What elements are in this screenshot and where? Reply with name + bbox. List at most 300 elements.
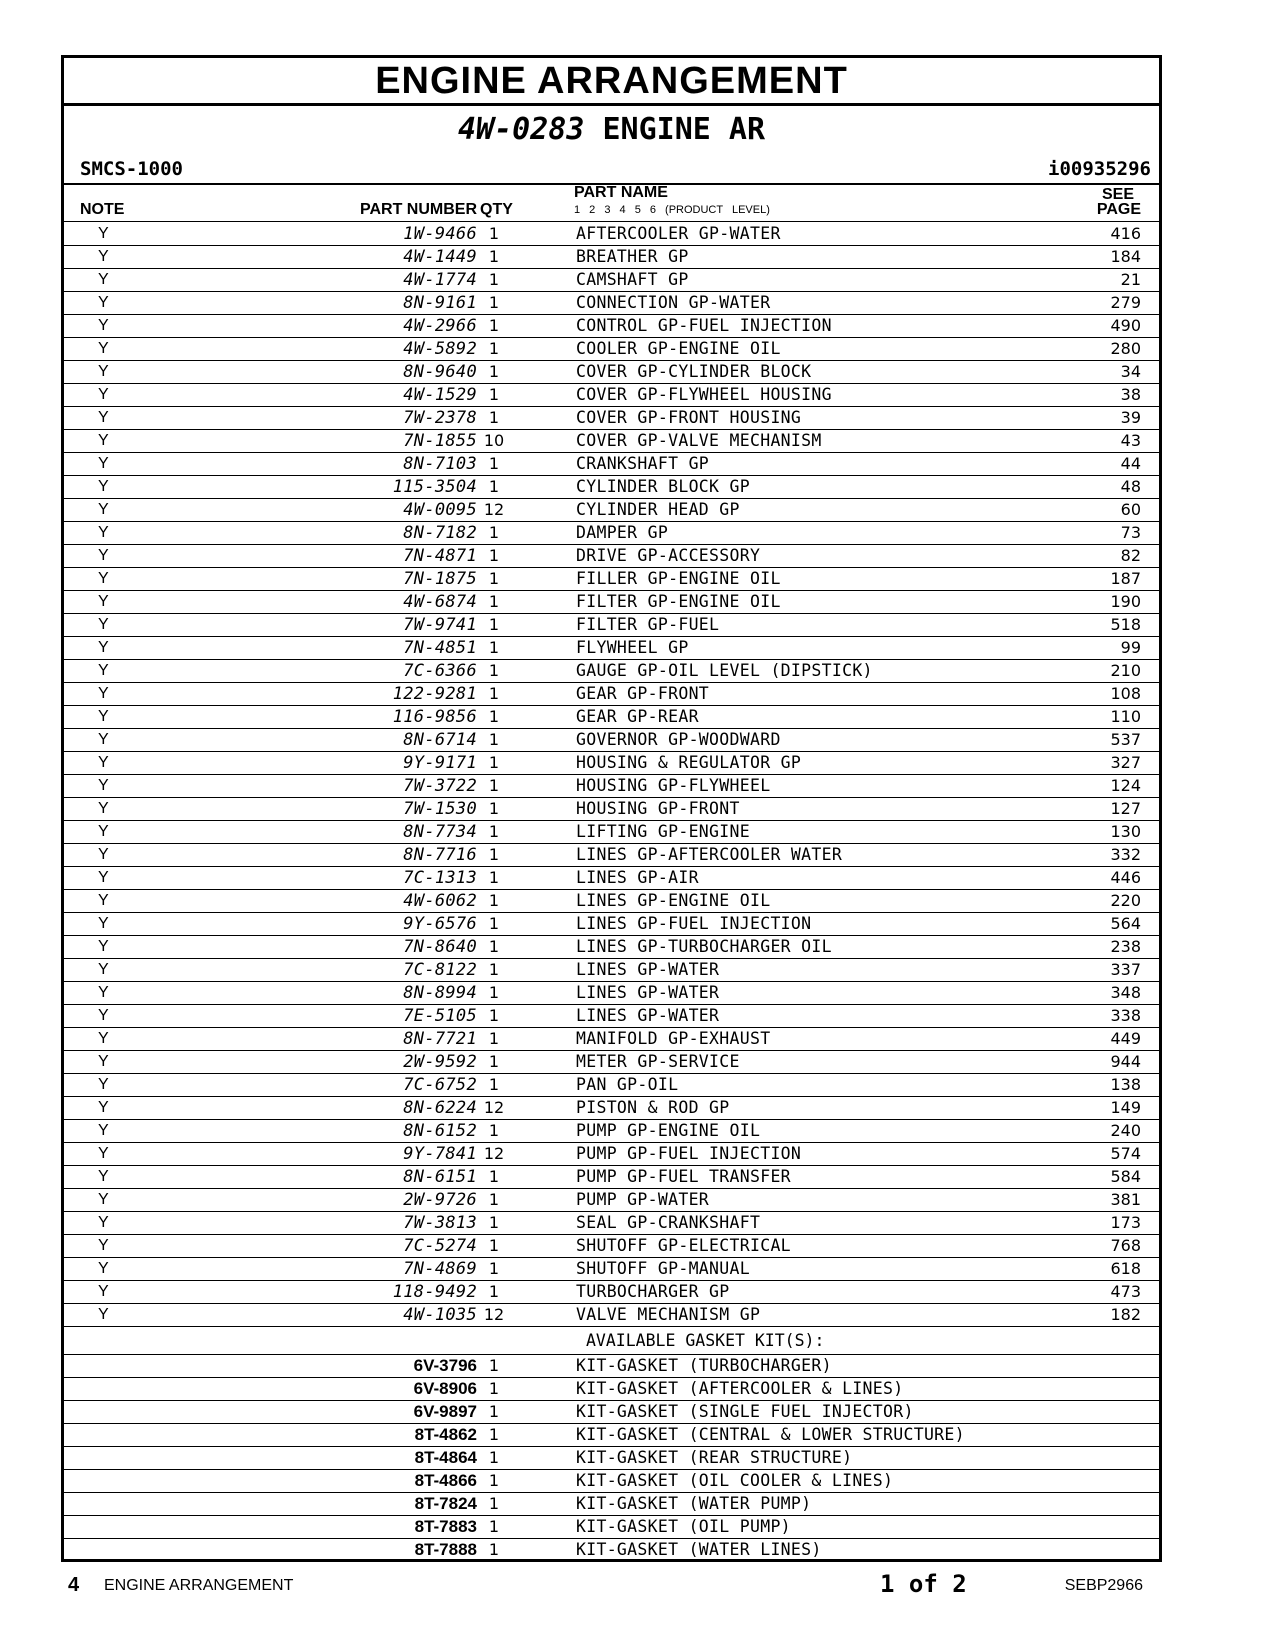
note-cell: Y — [98, 869, 109, 886]
note-cell: Y — [98, 1214, 109, 1231]
part-name-cell: LINES GP-AIR — [576, 868, 699, 887]
note-cell: Y — [98, 1076, 109, 1093]
kit-name-cell: KIT-GASKET (OIL PUMP) — [576, 1517, 791, 1536]
part-number-cell: 2W-9726 — [403, 1190, 477, 1210]
table-row — [64, 1258, 1159, 1281]
table-row — [64, 936, 1159, 959]
kit-row — [64, 1493, 1159, 1516]
part-name-cell: HOUSING GP-FRONT — [576, 799, 740, 818]
part-number-cell: 7N-4871 — [403, 546, 477, 566]
part-number-cell: 4W-1449 — [403, 247, 477, 267]
table-row — [64, 1051, 1159, 1074]
part-number-cell: 7N-1855 — [403, 431, 477, 451]
smcs-code: SMCS-1000 — [80, 158, 183, 180]
qty-cell: 1 — [488, 339, 500, 358]
table-row — [64, 1166, 1159, 1189]
table-row — [64, 384, 1159, 407]
part-number-cell: 8N-6224 — [403, 1098, 477, 1118]
table-row — [64, 269, 1159, 292]
kit-qty-cell: 1 — [488, 1379, 500, 1398]
part-name-cell: PUMP GP-FUEL INJECTION — [576, 1144, 802, 1163]
see-page-cell: 173 — [1110, 1213, 1141, 1232]
part-number-cell: 8N-7721 — [403, 1029, 477, 1049]
qty-cell: 1 — [488, 937, 500, 956]
kit-row — [64, 1470, 1159, 1493]
note-cell: Y — [98, 685, 109, 702]
part-number-cell: 7W-3722 — [403, 776, 477, 796]
part-number-cell: 8N-6152 — [403, 1121, 477, 1141]
column-header-divider — [64, 221, 1159, 222]
see-page-cell: 240 — [1110, 1121, 1141, 1140]
see-page-cell: 48 — [1120, 477, 1141, 496]
table-row — [64, 430, 1159, 453]
table-row — [64, 1235, 1159, 1258]
note-cell: Y — [98, 409, 109, 426]
parts-table — [64, 223, 1159, 1562]
kit-part-number-cell: 8T-7888 — [414, 1540, 477, 1559]
table-row — [64, 913, 1159, 936]
kit-part-number-cell: 6V-9897 — [413, 1402, 477, 1421]
see-page-cell: 124 — [1110, 776, 1141, 795]
qty-cell: 1 — [488, 247, 500, 266]
table-row — [64, 637, 1159, 660]
note-cell: Y — [98, 547, 109, 564]
see-page-cell: 381 — [1110, 1190, 1141, 1209]
see-page-cell: 584 — [1110, 1167, 1141, 1186]
qty-cell: 1 — [488, 1236, 500, 1255]
note-cell: Y — [98, 593, 109, 610]
note-cell: Y — [98, 1283, 109, 1300]
see-page-cell: 220 — [1110, 891, 1141, 910]
note-cell: Y — [98, 225, 109, 242]
table-row — [64, 706, 1159, 729]
see-page-cell: 34 — [1120, 362, 1141, 381]
table-row — [64, 890, 1159, 913]
kit-row — [64, 1447, 1159, 1470]
footer-section: ENGINE ARRANGEMENT — [104, 1577, 294, 1594]
table-row — [64, 798, 1159, 821]
qty-cell: 1 — [488, 592, 500, 611]
note-cell: Y — [98, 570, 109, 587]
note-cell: Y — [98, 501, 109, 518]
kit-row — [64, 1401, 1159, 1424]
kit-row — [64, 1516, 1159, 1539]
qty-cell: 1 — [488, 638, 500, 657]
part-name-cell: CYLINDER BLOCK GP — [576, 477, 750, 496]
kit-part-number-cell: 8T-7883 — [414, 1517, 477, 1536]
see-page-cell: 574 — [1110, 1144, 1141, 1163]
part-number-cell: 1W-9466 — [403, 224, 477, 244]
part-number-cell: 7W-1530 — [403, 799, 477, 819]
table-row — [64, 982, 1159, 1005]
part-name-cell: DAMPER GP — [576, 523, 669, 542]
kit-name-cell: KIT-GASKET (SINGLE FUEL INJECTOR) — [576, 1402, 914, 1421]
see-page-cell: 618 — [1110, 1259, 1141, 1278]
part-number-cell: 9Y-9171 — [403, 753, 477, 773]
see-page-cell: 348 — [1110, 983, 1141, 1002]
page-title: ENGINE ARRANGEMENT — [375, 60, 848, 102]
table-row — [64, 844, 1159, 867]
qty-cell: 1 — [488, 1167, 500, 1186]
group-title — [64, 110, 1159, 150]
note-cell: Y — [98, 432, 109, 449]
parts-list-frame — [61, 55, 1162, 1562]
note-cell: Y — [98, 639, 109, 656]
part-number-cell: 8N-8994 — [403, 983, 477, 1003]
note-cell: Y — [98, 340, 109, 357]
qty-cell: 1 — [488, 1075, 500, 1094]
part-number-cell: 4W-6874 — [403, 592, 477, 612]
part-number-cell: 9Y-7841 — [403, 1144, 477, 1164]
kit-part-number-cell: 8T-7824 — [414, 1494, 477, 1513]
table-row — [64, 1143, 1159, 1166]
part-name-cell: AFTERCOOLER GP-WATER — [576, 224, 781, 243]
part-name-cell: GOVERNOR GP-WOODWARD — [576, 730, 781, 749]
see-page-cell: 944 — [1110, 1052, 1141, 1071]
see-page-cell: 768 — [1110, 1236, 1141, 1255]
qty-cell: 1 — [488, 868, 500, 887]
part-name-cell: VALVE MECHANISM GP — [576, 1305, 761, 1324]
note-cell: Y — [98, 248, 109, 265]
table-row — [64, 591, 1159, 614]
part-name-cell: LINES GP-WATER — [576, 960, 720, 979]
part-number-cell: 4W-1035 — [403, 1305, 477, 1325]
group-name: ENGINE AR — [602, 112, 766, 147]
note-cell: Y — [98, 846, 109, 863]
note-cell: Y — [98, 616, 109, 633]
part-name-cell: BREATHER GP — [576, 247, 689, 266]
note-cell: Y — [98, 271, 109, 288]
part-number-cell: 118-9492 — [392, 1282, 477, 1302]
part-name-cell: CONNECTION GP-WATER — [576, 293, 771, 312]
qty-cell: 1 — [488, 293, 500, 312]
part-number-cell: 8N-9640 — [403, 362, 477, 382]
part-number-cell: 4W-2966 — [403, 316, 477, 336]
kit-row — [64, 1539, 1159, 1562]
col-header-qty: QTY — [480, 201, 513, 218]
qty-cell: 1 — [488, 362, 500, 381]
qty-cell: 12 — [483, 1305, 505, 1324]
qty-cell: 1 — [488, 454, 500, 473]
see-page-cell: 449 — [1110, 1029, 1141, 1048]
kit-part-number-cell: 8T-4866 — [414, 1471, 477, 1490]
table-row — [64, 568, 1159, 591]
table-row — [64, 1212, 1159, 1235]
group-part-number: 4W-0283 — [457, 112, 585, 147]
note-cell: Y — [98, 524, 109, 541]
see-page-cell: 338 — [1110, 1006, 1141, 1025]
qty-cell: 1 — [488, 1282, 500, 1301]
note-cell: Y — [98, 938, 109, 955]
part-name-cell: CYLINDER HEAD GP — [576, 500, 740, 519]
qty-cell: 1 — [488, 661, 500, 680]
table-row — [64, 407, 1159, 430]
kit-row — [64, 1424, 1159, 1447]
table-row — [64, 246, 1159, 269]
kit-qty-cell: 1 — [488, 1494, 500, 1513]
part-name-cell: HOUSING GP-FLYWHEEL — [576, 776, 771, 795]
note-cell: Y — [98, 1306, 109, 1323]
table-row — [64, 499, 1159, 522]
qty-cell: 1 — [488, 385, 500, 404]
part-number-cell: 7E-5105 — [403, 1006, 477, 1026]
see-page-cell: 60 — [1120, 500, 1141, 519]
note-cell: Y — [98, 294, 109, 311]
part-name-cell: COVER GP-FLYWHEEL HOUSING — [576, 385, 832, 404]
see-page-cell: 473 — [1110, 1282, 1141, 1301]
see-page-cell: 337 — [1110, 960, 1141, 979]
table-row — [64, 1281, 1159, 1304]
kit-qty-cell: 1 — [488, 1402, 500, 1421]
see-page-cell: 446 — [1110, 868, 1141, 887]
see-page-cell: 280 — [1110, 339, 1141, 358]
part-name-cell: CAMSHAFT GP — [576, 270, 689, 289]
see-page-cell: 130 — [1110, 822, 1141, 841]
qty-cell: 12 — [483, 500, 505, 519]
part-number-cell: 8N-7182 — [403, 523, 477, 543]
part-number-cell: 4W-5892 — [403, 339, 477, 359]
table-row — [64, 729, 1159, 752]
qty-cell: 1 — [488, 983, 500, 1002]
footer-document-number: SEBP2966 — [1064, 1577, 1143, 1594]
part-name-cell: SHUTOFF GP-ELECTRICAL — [576, 1236, 791, 1255]
see-page-cell: 332 — [1110, 845, 1141, 864]
qty-cell: 1 — [488, 1190, 500, 1209]
note-cell: Y — [98, 1007, 109, 1024]
see-page-cell: 43 — [1120, 431, 1141, 450]
part-number-cell: 7C-6366 — [403, 661, 477, 681]
kit-part-number-cell: 6V-3796 — [413, 1356, 477, 1375]
kit-name-cell: KIT-GASKET (WATER LINES) — [576, 1540, 822, 1559]
kit-qty-cell: 1 — [488, 1425, 500, 1444]
col-header-see: SEE — [1101, 186, 1134, 203]
qty-cell: 1 — [488, 891, 500, 910]
table-row — [64, 1120, 1159, 1143]
see-page-cell: 327 — [1110, 753, 1141, 772]
note-cell: Y — [98, 731, 109, 748]
col-header-page: PAGE — [1096, 201, 1141, 218]
table-row — [64, 775, 1159, 798]
qty-cell: 1 — [488, 799, 500, 818]
see-page-cell: 149 — [1110, 1098, 1141, 1117]
note-cell: Y — [98, 1122, 109, 1139]
see-page-cell: 44 — [1120, 454, 1141, 473]
col-header-part-number: PART NUMBER — [359, 201, 477, 218]
note-cell: Y — [98, 777, 109, 794]
note-cell: Y — [98, 1145, 109, 1162]
part-name-cell: GAUGE GP-OIL LEVEL (DIPSTICK) — [576, 661, 873, 680]
part-number-cell: 7C-6752 — [403, 1075, 477, 1095]
note-cell: Y — [98, 754, 109, 771]
part-name-cell: FILTER GP-FUEL — [576, 615, 720, 634]
part-name-cell: PUMP GP-FUEL TRANSFER — [576, 1167, 791, 1186]
table-row — [64, 453, 1159, 476]
see-page-cell: 138 — [1110, 1075, 1141, 1094]
qty-cell: 1 — [488, 224, 500, 243]
qty-cell: 1 — [488, 845, 500, 864]
part-number-cell: 4W-1774 — [403, 270, 477, 290]
part-number-cell: 7N-4869 — [403, 1259, 477, 1279]
part-name-cell: GEAR GP-REAR — [576, 707, 699, 726]
qty-cell: 1 — [488, 1029, 500, 1048]
part-number-cell: 2W-9592 — [403, 1052, 477, 1072]
part-name-cell: PISTON & ROD GP — [576, 1098, 730, 1117]
part-number-cell: 7N-4851 — [403, 638, 477, 658]
see-page-cell: 99 — [1120, 638, 1141, 657]
see-page-cell: 210 — [1110, 661, 1141, 680]
qty-cell: 1 — [488, 707, 500, 726]
part-name-cell: PUMP GP-ENGINE OIL — [576, 1121, 761, 1140]
part-name-cell: LINES GP-ENGINE OIL — [576, 891, 771, 910]
qty-cell: 1 — [488, 523, 500, 542]
kit-name-cell: KIT-GASKET (WATER PUMP) — [576, 1494, 812, 1513]
table-row — [64, 315, 1159, 338]
see-page-cell: 518 — [1110, 615, 1141, 634]
qty-cell: 1 — [488, 684, 500, 703]
note-cell: Y — [98, 317, 109, 334]
see-page-cell: 21 — [1120, 270, 1141, 289]
note-cell: Y — [98, 363, 109, 380]
part-name-cell: CONTROL GP-FUEL INJECTION — [576, 316, 832, 335]
part-name-cell: CRANKSHAFT GP — [576, 454, 710, 473]
table-row — [64, 522, 1159, 545]
part-number-cell: 115-3504 — [392, 477, 477, 497]
part-name-cell: SHUTOFF GP-MANUAL — [576, 1259, 750, 1278]
part-name-cell: TURBOCHARGER GP — [576, 1282, 730, 1301]
kit-name-cell: KIT-GASKET (OIL COOLER & LINES) — [576, 1471, 894, 1490]
kit-qty-cell: 1 — [488, 1356, 500, 1375]
qty-cell: 1 — [488, 1259, 500, 1278]
kit-row — [64, 1355, 1159, 1378]
note-cell: Y — [98, 1099, 109, 1116]
part-name-cell: COVER GP-CYLINDER BLOCK — [576, 362, 812, 381]
qty-cell: 1 — [488, 569, 500, 588]
qty-cell: 1 — [488, 477, 500, 496]
qty-cell: 1 — [488, 776, 500, 795]
gasket-kits-label: AVAILABLE GASKET KIT(S): — [586, 1331, 825, 1350]
kit-qty-cell: 1 — [488, 1517, 500, 1536]
qty-cell: 1 — [488, 730, 500, 749]
table-row — [64, 292, 1159, 315]
footer-page-number: 4 — [68, 1574, 80, 1596]
table-row — [64, 660, 1159, 683]
illustration-id: i00935296 — [1048, 158, 1151, 180]
kit-name-cell: KIT-GASKET (AFTERCOOLER & LINES) — [576, 1379, 904, 1398]
part-name-cell: HOUSING & REGULATOR GP — [576, 753, 802, 772]
table-row — [64, 752, 1159, 775]
kit-name-cell: KIT-GASKET (CENTRAL & LOWER STRUCTURE) — [576, 1425, 965, 1444]
qty-cell: 12 — [483, 1144, 505, 1163]
qty-cell: 1 — [488, 615, 500, 634]
qty-cell: 1 — [488, 270, 500, 289]
table-row — [64, 614, 1159, 637]
part-name-cell: LINES GP-WATER — [576, 983, 720, 1002]
see-page-cell: 127 — [1110, 799, 1141, 818]
note-cell: Y — [98, 984, 109, 1001]
part-number-cell: 7W-2378 — [403, 408, 477, 428]
note-cell: Y — [98, 455, 109, 472]
part-name-cell: COVER GP-VALVE MECHANISM — [576, 431, 822, 450]
part-number-cell: 4W-0095 — [403, 500, 477, 520]
part-number-cell: 116-9856 — [392, 707, 477, 727]
table-row — [64, 545, 1159, 568]
kit-qty-cell: 1 — [488, 1471, 500, 1490]
see-page-cell: 416 — [1110, 224, 1141, 243]
see-page-cell: 110 — [1110, 707, 1141, 726]
table-row — [64, 361, 1159, 384]
part-number-cell: 4W-6062 — [403, 891, 477, 911]
part-number-cell: 8N-7734 — [403, 822, 477, 842]
see-page-cell: 108 — [1110, 684, 1141, 703]
note-cell: Y — [98, 892, 109, 909]
col-header-part-name: PART NAME — [574, 184, 668, 201]
part-name-cell: FLYWHEEL GP — [576, 638, 689, 657]
see-page-cell: 279 — [1110, 293, 1141, 312]
table-row — [64, 1097, 1159, 1120]
qty-cell: 10 — [483, 431, 505, 450]
part-number-cell: 7N-8640 — [403, 937, 477, 957]
gasket-kits-label-row — [64, 1327, 1159, 1355]
part-name-cell: PUMP GP-WATER — [576, 1190, 710, 1209]
part-number-cell: 8N-7716 — [403, 845, 477, 865]
qty-cell: 12 — [483, 1098, 505, 1117]
kit-part-number-cell: 6V-8906 — [413, 1379, 477, 1398]
note-cell: Y — [98, 662, 109, 679]
kit-qty-cell: 1 — [488, 1448, 500, 1467]
part-number-cell: 7C-5274 — [403, 1236, 477, 1256]
note-cell: Y — [98, 800, 109, 817]
qty-cell: 1 — [488, 316, 500, 335]
see-page-cell: 82 — [1120, 546, 1141, 565]
note-cell: Y — [98, 1237, 109, 1254]
table-row — [64, 1074, 1159, 1097]
note-cell: Y — [98, 1260, 109, 1277]
part-name-cell: MANIFOLD GP-EXHAUST — [576, 1029, 771, 1048]
part-name-cell: LIFTING GP-ENGINE — [576, 822, 750, 841]
see-page-cell: 187 — [1110, 569, 1141, 588]
col-header-product-levels: 1 2 3 4 5 6 (PRODUCT LEVEL) — [574, 204, 770, 216]
part-name-cell: GEAR GP-FRONT — [576, 684, 710, 703]
note-cell: Y — [98, 386, 109, 403]
part-number-cell: 8N-6714 — [403, 730, 477, 750]
kit-name-cell: KIT-GASKET (TURBOCHARGER) — [576, 1356, 832, 1375]
part-name-cell: LINES GP-TURBOCHARGER OIL — [576, 937, 832, 956]
see-page-cell: 537 — [1110, 730, 1141, 749]
part-number-cell: 8N-6151 — [403, 1167, 477, 1187]
part-name-cell: COOLER GP-ENGINE OIL — [576, 339, 781, 358]
kit-qty-cell: 1 — [488, 1540, 500, 1559]
qty-cell: 1 — [488, 822, 500, 841]
note-cell: Y — [98, 961, 109, 978]
table-row — [64, 683, 1159, 706]
part-number-cell: 7C-8122 — [403, 960, 477, 980]
part-number-cell: 8N-9161 — [403, 293, 477, 313]
kit-name-cell: KIT-GASKET (REAR STRUCTURE) — [576, 1448, 853, 1467]
table-row — [64, 338, 1159, 361]
part-number-cell: 7W-9741 — [403, 615, 477, 635]
note-cell: Y — [98, 1191, 109, 1208]
part-name-cell: LINES GP-AFTERCOOLER WATER — [576, 845, 843, 864]
part-name-cell: PAN GP-OIL — [576, 1075, 679, 1094]
see-page-cell: 490 — [1110, 316, 1141, 335]
part-name-cell: SEAL GP-CRANKSHAFT — [576, 1213, 761, 1232]
table-row — [64, 1028, 1159, 1051]
note-cell: Y — [98, 1053, 109, 1070]
see-page-cell: 238 — [1110, 937, 1141, 956]
see-page-cell: 39 — [1120, 408, 1141, 427]
see-page-cell: 38 — [1120, 385, 1141, 404]
kit-row — [64, 1378, 1159, 1401]
